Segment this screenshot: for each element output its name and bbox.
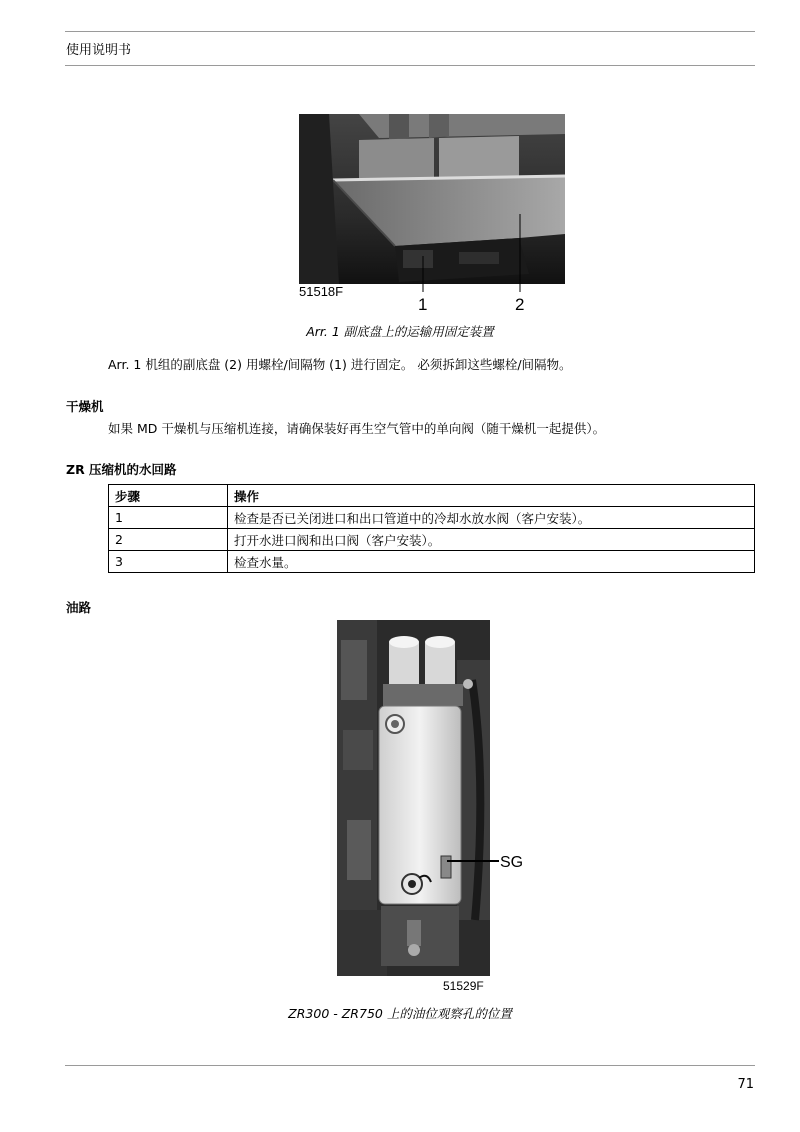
header-top-rule: [65, 31, 755, 32]
oil-sight-glass-photo: [337, 620, 527, 994]
step-number: 1: [109, 507, 228, 529]
step-action: 检查是否已关闭进口和出口管道中的冷却水放水阀（客户安装）。: [228, 507, 755, 529]
table-header-row: [109, 485, 755, 507]
figure2-sg-label: SG: [500, 854, 524, 871]
transport-fixation-photo: [299, 114, 565, 318]
step-number: 2: [109, 529, 228, 551]
figure2-caption: ZR300 - ZR750 上的油位观察孔的位置: [288, 1006, 512, 1021]
transport-paragraph: Arr. 1 机组的副底盘 (2) 用螺栓/间隔物 (1) 进行固定。 必须拆卸这些螺栓/间隔物。: [108, 357, 572, 372]
figure1-callout-2: 2: [515, 295, 525, 314]
column-header-step: 步骤: [109, 485, 228, 507]
figure1-code: 51518F: [299, 284, 344, 299]
page-number: 71: [737, 1077, 754, 1092]
dryer-paragraph: 如果 MD 干燥机与压缩机连接，请确保装好再生空气管中的单向阀（随干燥机一起提供）。: [108, 421, 606, 436]
dryer-heading: 干燥机: [66, 399, 104, 414]
column-header-action: 操作: [228, 485, 755, 507]
figure2-code: 51529F: [443, 979, 484, 993]
step-number: 3: [109, 551, 228, 573]
figure1-callout-1: 1: [418, 295, 428, 314]
table-row: [109, 551, 755, 573]
oil-circuit-heading: 油路: [66, 600, 92, 615]
figure1-caption: Arr. 1 副底盘上的运输用固定装置: [306, 324, 494, 339]
footer-rule: [65, 1065, 755, 1066]
step-action: 检查水量。: [228, 551, 755, 573]
table-row: [109, 507, 755, 529]
water-circuit-heading: ZR 压缩机的水回路: [66, 462, 177, 477]
header-title: 使用说明书: [66, 43, 132, 58]
header-bottom-rule: [65, 65, 755, 66]
water-circuit-table: [108, 484, 755, 573]
step-action: 打开水进口阀和出口阀（客户安装）。: [228, 529, 755, 551]
table-row: [109, 529, 755, 551]
